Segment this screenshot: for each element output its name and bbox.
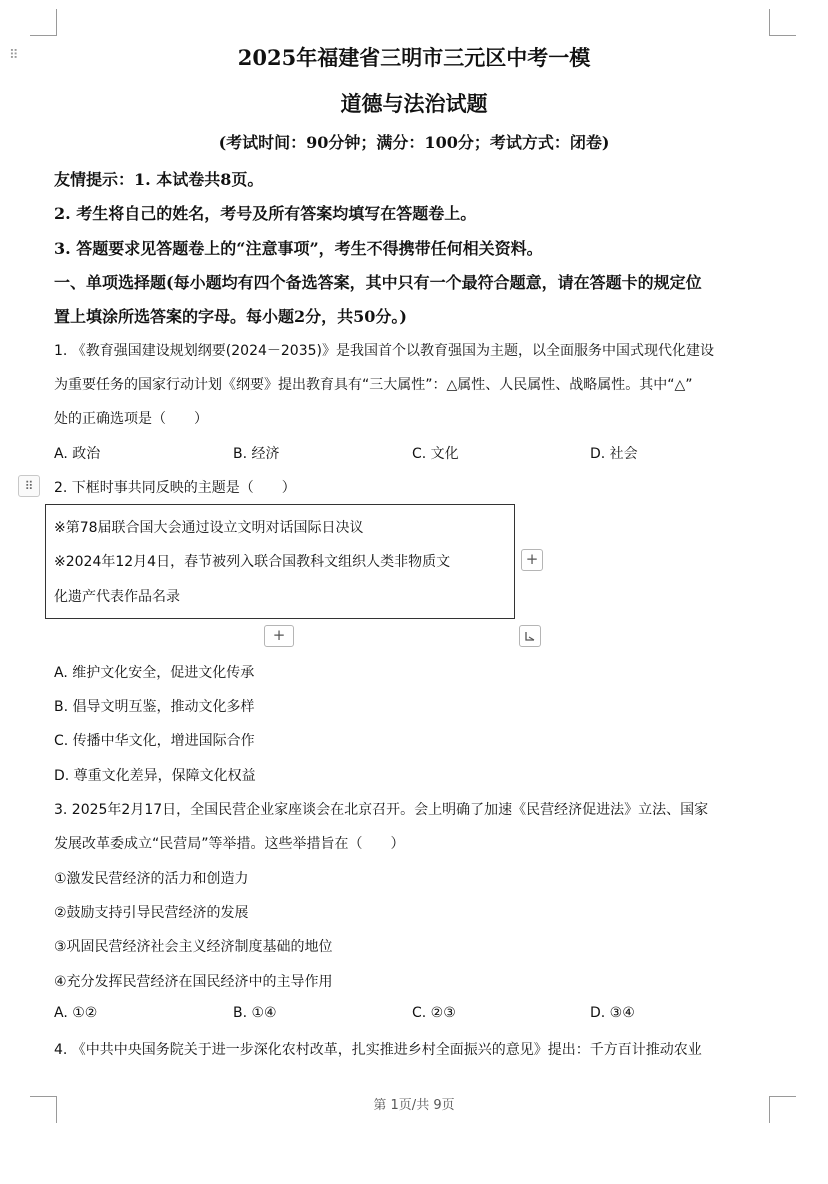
q3-item-2: ②鼓励支持引导民营经济的发展 (54, 905, 249, 921)
document-title: 2025年福建省三明市三元区中考一模 (237, 45, 591, 70)
news-box-line-1: ※第78届联合国大会通过设立文明对话国际日决议 (54, 520, 364, 536)
document-subtitle: 道德与法治试题 (340, 91, 488, 116)
add-column-plus-icon[interactable]: + (521, 549, 543, 571)
grip-icon[interactable]: ⠿ (18, 475, 40, 497)
q2-option-d: D. 尊重文化差异，保障文化权益 (54, 768, 256, 784)
notice-3: 3. 答题要求见答题卷上的“注意事项”，考生不得携带任何相关资料。 (54, 239, 543, 258)
add-row-plus-icon[interactable]: + (264, 625, 294, 647)
q4-stem-line-1: 4. 《中共中央国务院关于进一步深化农村改革，扎实推进乡村全面振兴的意见》提出：千方百计推动农业 (54, 1042, 702, 1058)
q3-option-d: D. ③④ (590, 1005, 635, 1021)
q1-option-a: A. 政治 (54, 446, 101, 462)
page-indicator: 第 1页/共 9页 (373, 1098, 455, 1113)
q1-stem-line-2: 为重要任务的国家行动计划《纲要》提出教育具有“三大属性”：△属性、人民属性、战略属性。其中“△” (54, 377, 693, 393)
crop-mark-top-left (30, 9, 57, 36)
q3-option-a: A. ①② (54, 1005, 98, 1021)
notice-1: 友情提示：1. 本试卷共8页。 (54, 170, 264, 189)
q1-stem-line-1: 1. 《教育强国建设规划纲要(2024－2035)》是我国首个以教育强国为主题，以全面服务中国式现代化建设 (54, 343, 714, 359)
q3-item-1: ①激发民营经济的活力和创造力 (54, 871, 249, 887)
drag-dots-icon[interactable]: ⠿ (9, 48, 19, 63)
q2-option-b: B. 倡导文明互鉴，推动文化多样 (54, 699, 255, 715)
q2-stem: 2. 下框时事共同反映的主题是（ ） (54, 480, 296, 496)
news-box-line-2: ※2024年12月4日，春节被列入联合国教科文组织人类非物质文 (54, 554, 451, 570)
section-heading-line-2: 置上填涂所选答案的字母。每小题2分，共50分。) (54, 307, 407, 326)
q3-item-3: ③巩固民营经济社会主义经济制度基础的地位 (54, 939, 333, 955)
q3-stem-line-1: 3. 2025年2月17日，全国民营企业家座谈会在北京召开。会上明确了加速《民营经济促进法》立法、国家 (54, 802, 709, 818)
q3-stem-line-2: 发展改革委成立“民营局”等举措。这些举措旨在（ ） (54, 836, 405, 852)
news-box (45, 504, 515, 619)
resize-icon[interactable] (519, 625, 541, 647)
q3-option-c: C. ②③ (412, 1005, 456, 1021)
news-box-line-3: 化遗产代表作品名录 (54, 589, 180, 605)
q1-stem-line-3: 处的正确选项是（ ） (54, 411, 208, 427)
section-heading-line-1: 一、单项选择题(每小题均有四个备选答案，其中只有一个最符合题意，请在答题卡的规定位 (54, 273, 702, 292)
notice-2: 2. 考生将自己的姓名，考号及所有答案均填写在答题卷上。 (54, 204, 477, 223)
q3-item-4: ④充分发挥民营经济在国民经济中的主导作用 (54, 974, 333, 990)
crop-mark-top-right (769, 9, 796, 36)
exam-info: (考试时间：90分钟；满分：100分；考试方式：闭卷) (218, 133, 610, 152)
q1-option-d: D. 社会 (590, 446, 638, 462)
q3-option-b: B. ①④ (233, 1005, 277, 1021)
q1-option-c: C. 文化 (412, 446, 459, 462)
q2-option-c: C. 传播中华文化，增进国际合作 (54, 733, 255, 749)
q1-option-b: B. 经济 (233, 446, 280, 462)
q2-option-a: A. 维护文化安全，促进文化传承 (54, 665, 255, 681)
